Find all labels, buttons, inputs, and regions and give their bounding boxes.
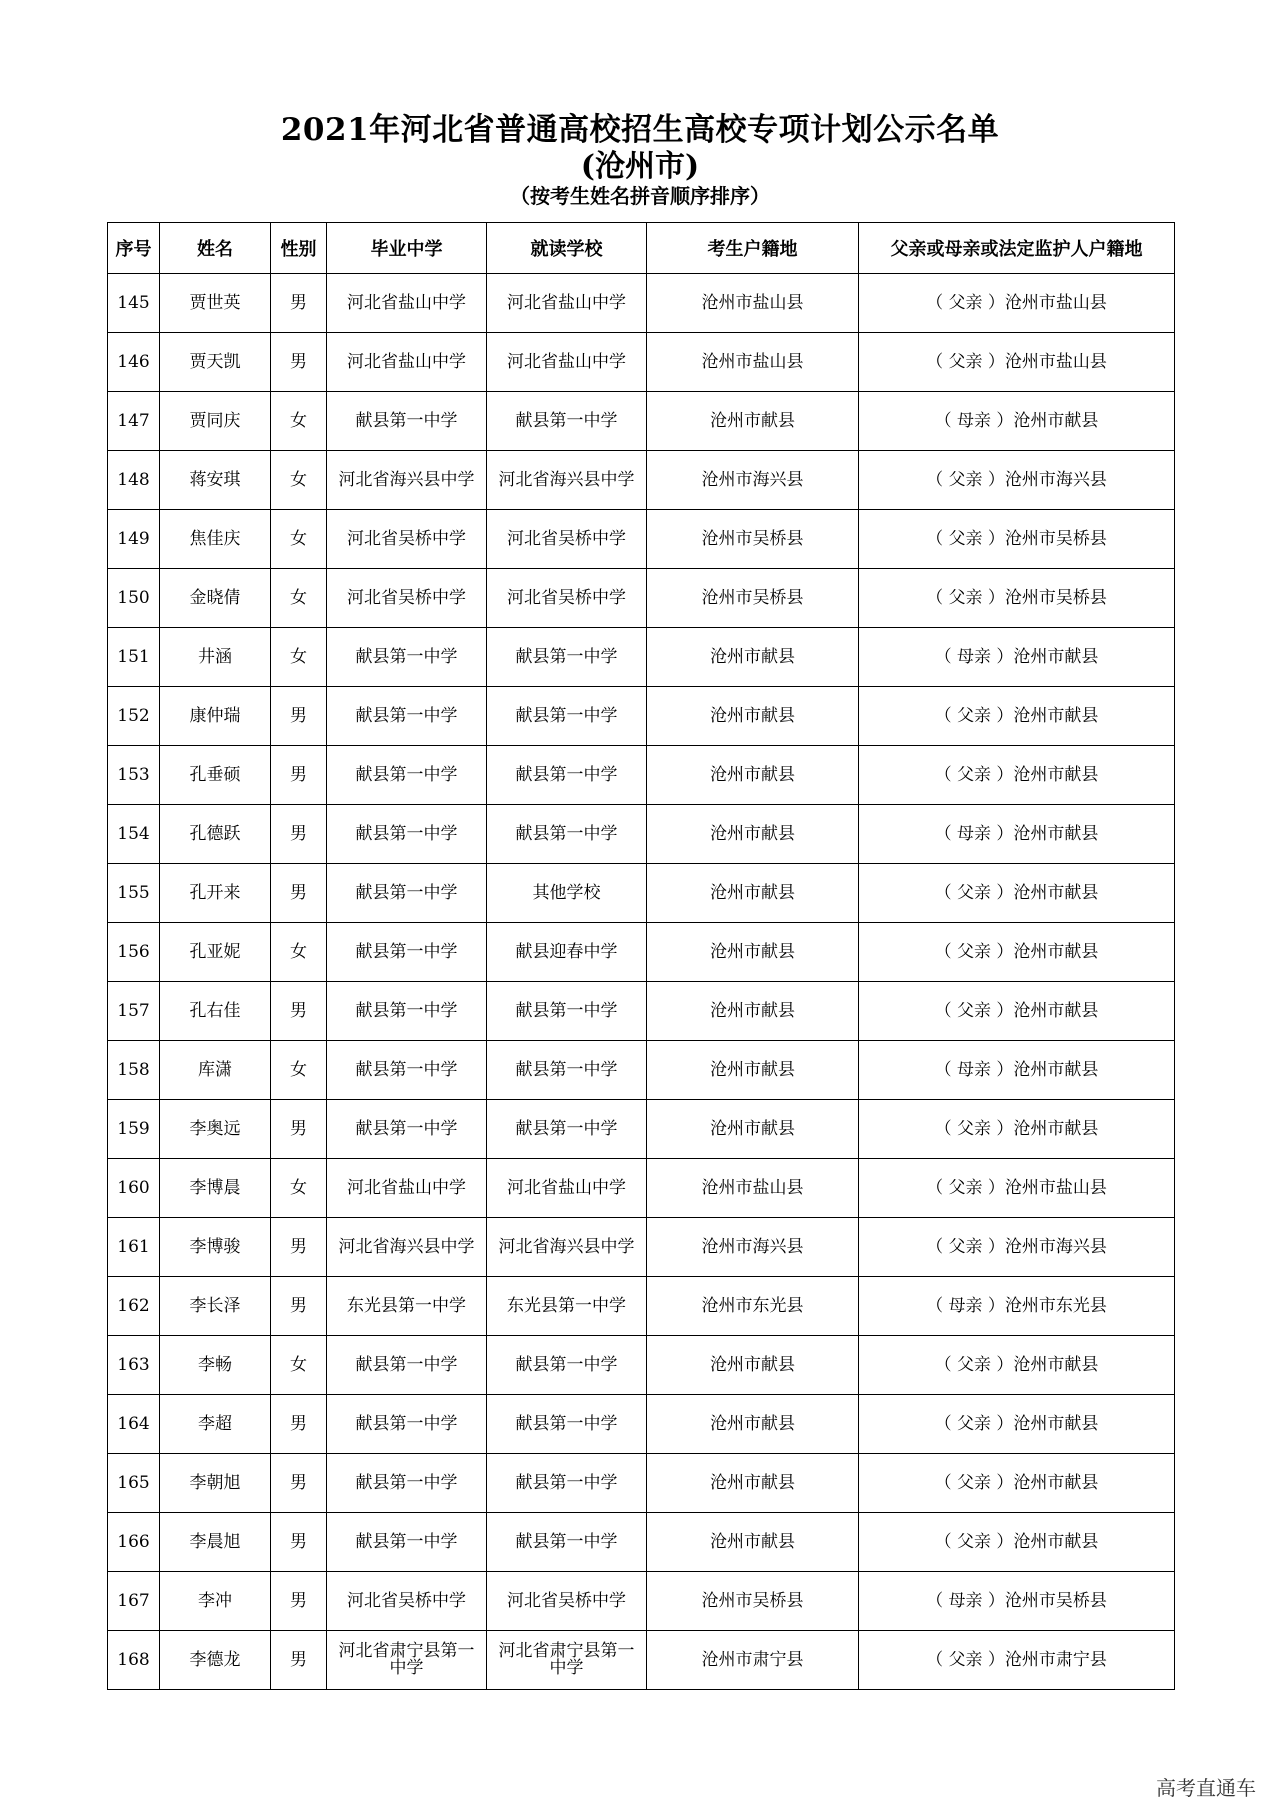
guardian-household-cell: （ 父亲 ）沧州市献县 (859, 746, 1175, 805)
row-number-cell: 157 (108, 982, 160, 1041)
column-header: 毕业中学 (327, 223, 487, 274)
guardian-household-cell: （ 父亲 ）沧州市盐山县 (859, 274, 1175, 333)
table-row (108, 982, 1175, 1041)
current-school-cell: 河北省肃宁县第一中学 (487, 1631, 647, 1690)
student-name-cell: 李朝旭 (160, 1454, 271, 1513)
guardian-household-cell: （ 母亲 ）沧州市献县 (859, 1041, 1175, 1100)
table-row (108, 510, 1175, 569)
guardian-household-cell: （ 父亲 ）沧州市献县 (859, 1395, 1175, 1454)
graduated-school-cell: 献县第一中学 (327, 628, 487, 687)
current-school-cell: 献县第一中学 (487, 805, 647, 864)
guardian-household-cell: （ 父亲 ）沧州市海兴县 (859, 451, 1175, 510)
table-row (108, 687, 1175, 746)
table-body (108, 274, 1175, 1690)
row-number-cell: 151 (108, 628, 160, 687)
row-number-cell: 147 (108, 392, 160, 451)
table-row (108, 1513, 1175, 1572)
student-household-cell: 沧州市东光县 (647, 1277, 859, 1336)
graduated-school-cell: 献县第一中学 (327, 1041, 487, 1100)
gender-cell: 女 (271, 451, 327, 510)
current-school-cell: 东光县第一中学 (487, 1277, 647, 1336)
gender-cell: 女 (271, 392, 327, 451)
gender-cell: 男 (271, 805, 327, 864)
gender-cell: 女 (271, 628, 327, 687)
student-name-cell: 孔开来 (160, 864, 271, 923)
guardian-household-cell: （ 母亲 ）沧州市东光县 (859, 1277, 1175, 1336)
student-name-cell: 贾世英 (160, 274, 271, 333)
row-number-cell: 158 (108, 1041, 160, 1100)
student-name-cell: 孔德跃 (160, 805, 271, 864)
table-row (108, 864, 1175, 923)
gender-cell: 女 (271, 510, 327, 569)
graduated-school-cell: 河北省吴桥中学 (327, 510, 487, 569)
graduated-school-cell: 献县第一中学 (327, 1336, 487, 1395)
row-number-cell: 167 (108, 1572, 160, 1631)
student-household-cell: 沧州市盐山县 (647, 333, 859, 392)
table-row (108, 1277, 1175, 1336)
row-number-cell: 161 (108, 1218, 160, 1277)
graduated-school-cell: 献县第一中学 (327, 1100, 487, 1159)
column-header: 父亲或母亲或法定监护人户籍地 (859, 223, 1175, 274)
gender-cell: 女 (271, 1336, 327, 1395)
student-household-cell: 沧州市吴桥县 (647, 1572, 859, 1631)
student-household-cell: 沧州市吴桥县 (647, 569, 859, 628)
page-subtitle: (沧州市) (580, 149, 700, 184)
column-header: 考生户籍地 (647, 223, 859, 274)
gender-cell: 女 (271, 1159, 327, 1218)
gender-cell: 男 (271, 982, 327, 1041)
table-row (108, 1218, 1175, 1277)
row-number-cell: 165 (108, 1454, 160, 1513)
row-number-cell: 145 (108, 274, 160, 333)
graduated-school-cell: 河北省盐山中学 (327, 333, 487, 392)
current-school-cell: 献县第一中学 (487, 392, 647, 451)
guardian-household-cell: （ 父亲 ）沧州市海兴县 (859, 1218, 1175, 1277)
table-row (108, 1454, 1175, 1513)
gender-cell: 男 (271, 1454, 327, 1513)
student-household-cell: 沧州市献县 (647, 1454, 859, 1513)
row-number-cell: 149 (108, 510, 160, 569)
current-school-cell: 献县第一中学 (487, 1513, 647, 1572)
table-row (108, 569, 1175, 628)
student-name-cell: 康仲瑞 (160, 687, 271, 746)
guardian-household-cell: （ 父亲 ）沧州市献县 (859, 1513, 1175, 1572)
row-number-cell: 156 (108, 923, 160, 982)
current-school-cell: 河北省海兴县中学 (487, 1218, 647, 1277)
table-row (108, 333, 1175, 392)
graduated-school-cell: 河北省海兴县中学 (327, 451, 487, 510)
student-name-cell: 李冲 (160, 1572, 271, 1631)
graduated-school-cell: 河北省吴桥中学 (327, 1572, 487, 1631)
graduated-school-cell: 献县第一中学 (327, 1395, 487, 1454)
gender-cell: 男 (271, 1218, 327, 1277)
student-household-cell: 沧州市献县 (647, 1336, 859, 1395)
gender-cell: 男 (271, 333, 327, 392)
current-school-cell: 河北省吴桥中学 (487, 510, 647, 569)
student-household-cell: 沧州市献县 (647, 864, 859, 923)
current-school-cell: 河北省吴桥中学 (487, 1572, 647, 1631)
table-row (108, 1395, 1175, 1454)
student-name-cell: 李畅 (160, 1336, 271, 1395)
row-number-cell: 152 (108, 687, 160, 746)
guardian-household-cell: （ 父亲 ）沧州市肃宁县 (859, 1631, 1175, 1690)
current-school-cell: 河北省海兴县中学 (487, 451, 647, 510)
graduated-school-cell: 献县第一中学 (327, 982, 487, 1041)
student-name-cell: 李超 (160, 1395, 271, 1454)
student-name-cell: 李博骏 (160, 1218, 271, 1277)
guardian-household-cell: （ 父亲 ）沧州市盐山县 (859, 333, 1175, 392)
column-header: 性别 (271, 223, 327, 274)
gender-cell: 男 (271, 864, 327, 923)
graduated-school-cell: 献县第一中学 (327, 805, 487, 864)
table-row (108, 805, 1175, 864)
student-household-cell: 沧州市盐山县 (647, 1159, 859, 1218)
student-name-cell: 李博晨 (160, 1159, 271, 1218)
graduated-school-cell: 河北省盐山中学 (327, 274, 487, 333)
row-number-cell: 164 (108, 1395, 160, 1454)
student-name-cell: 贾同庆 (160, 392, 271, 451)
guardian-household-cell: （ 母亲 ）沧州市献县 (859, 628, 1175, 687)
current-school-cell: 献县第一中学 (487, 1395, 647, 1454)
gender-cell: 男 (271, 1277, 327, 1336)
current-school-cell: 河北省盐山中学 (487, 274, 647, 333)
current-school-cell: 献县第一中学 (487, 1041, 647, 1100)
guardian-household-cell: （ 父亲 ）沧州市献县 (859, 1336, 1175, 1395)
graduated-school-cell: 河北省肃宁县第一中学 (327, 1631, 487, 1690)
table-row (108, 1336, 1175, 1395)
student-household-cell: 沧州市献县 (647, 1100, 859, 1159)
guardian-household-cell: （ 母亲 ）沧州市献县 (859, 805, 1175, 864)
guardian-household-cell: （ 父亲 ）沧州市献县 (859, 1100, 1175, 1159)
guardian-household-cell: （ 父亲 ）沧州市献县 (859, 687, 1175, 746)
table-header-row (108, 223, 1175, 274)
graduated-school-cell: 献县第一中学 (327, 746, 487, 805)
gender-cell: 男 (271, 1395, 327, 1454)
student-name-cell: 李晨旭 (160, 1513, 271, 1572)
guardian-household-cell: （ 父亲 ）沧州市献县 (859, 923, 1175, 982)
current-school-cell: 河北省盐山中学 (487, 1159, 647, 1218)
graduated-school-cell: 东光县第一中学 (327, 1277, 487, 1336)
graduated-school-cell: 献县第一中学 (327, 864, 487, 923)
table-row (108, 274, 1175, 333)
guardian-household-cell: （ 母亲 ）沧州市献县 (859, 392, 1175, 451)
graduated-school-cell: 献县第一中学 (327, 687, 487, 746)
guardian-household-cell: （ 父亲 ）沧州市盐山县 (859, 1159, 1175, 1218)
gender-cell: 女 (271, 1041, 327, 1100)
student-name-cell: 库潇 (160, 1041, 271, 1100)
student-name-cell: 井涵 (160, 628, 271, 687)
table-row (108, 923, 1175, 982)
column-header: 就读学校 (487, 223, 647, 274)
column-header: 序号 (108, 223, 160, 274)
student-household-cell: 沧州市献县 (647, 982, 859, 1041)
graduated-school-cell: 河北省吴桥中学 (327, 569, 487, 628)
student-name-cell: 孔垂硕 (160, 746, 271, 805)
guardian-household-cell: （ 父亲 ）沧州市吴桥县 (859, 510, 1175, 569)
gender-cell: 男 (271, 1572, 327, 1631)
row-number-cell: 154 (108, 805, 160, 864)
current-school-cell: 河北省盐山中学 (487, 333, 647, 392)
student-household-cell: 沧州市献县 (647, 628, 859, 687)
graduated-school-cell: 献县第一中学 (327, 392, 487, 451)
row-number-cell: 163 (108, 1336, 160, 1395)
current-school-cell: 献县第一中学 (487, 628, 647, 687)
table-row (108, 392, 1175, 451)
gender-cell: 男 (271, 687, 327, 746)
current-school-cell: 献县第一中学 (487, 1100, 647, 1159)
current-school-cell: 献县第一中学 (487, 1454, 647, 1513)
student-household-cell: 沧州市献县 (647, 392, 859, 451)
student-name-cell: 蒋安琪 (160, 451, 271, 510)
guardian-household-cell: （ 父亲 ）沧州市献县 (859, 1454, 1175, 1513)
table-row (108, 451, 1175, 510)
gender-cell: 男 (271, 1631, 327, 1690)
gender-cell: 女 (271, 923, 327, 982)
student-household-cell: 沧州市盐山县 (647, 274, 859, 333)
table-row (108, 746, 1175, 805)
sort-note: （按考生姓名拼音顺序排序） (510, 184, 770, 208)
table-row (108, 1100, 1175, 1159)
graduated-school-cell: 河北省盐山中学 (327, 1159, 487, 1218)
student-household-cell: 沧州市献县 (647, 805, 859, 864)
table-row (108, 1041, 1175, 1100)
gender-cell: 男 (271, 1100, 327, 1159)
current-school-cell: 献县迎春中学 (487, 923, 647, 982)
row-number-cell: 159 (108, 1100, 160, 1159)
student-name-cell: 李长泽 (160, 1277, 271, 1336)
student-name-cell: 焦佳庆 (160, 510, 271, 569)
table-row (108, 1631, 1175, 1690)
student-household-cell: 沧州市献县 (647, 687, 859, 746)
row-number-cell: 166 (108, 1513, 160, 1572)
current-school-cell: 其他学校 (487, 864, 647, 923)
student-household-cell: 沧州市海兴县 (647, 1218, 859, 1277)
guardian-household-cell: （ 母亲 ）沧州市吴桥县 (859, 1572, 1175, 1631)
watermark-text: 高考直通车 (1156, 1776, 1256, 1800)
student-household-cell: 沧州市献县 (647, 1395, 859, 1454)
roster-table (107, 222, 1175, 1690)
current-school-cell: 河北省吴桥中学 (487, 569, 647, 628)
guardian-household-cell: （ 父亲 ）沧州市吴桥县 (859, 569, 1175, 628)
student-household-cell: 沧州市献县 (647, 1513, 859, 1572)
graduated-school-cell: 献县第一中学 (327, 1513, 487, 1572)
student-household-cell: 沧州市吴桥县 (647, 510, 859, 569)
student-name-cell: 贾天凯 (160, 333, 271, 392)
student-name-cell: 李德龙 (160, 1631, 271, 1690)
graduated-school-cell: 献县第一中学 (327, 923, 487, 982)
student-household-cell: 沧州市献县 (647, 746, 859, 805)
current-school-cell: 献县第一中学 (487, 982, 647, 1041)
row-number-cell: 150 (108, 569, 160, 628)
guardian-household-cell: （ 父亲 ）沧州市献县 (859, 982, 1175, 1041)
row-number-cell: 148 (108, 451, 160, 510)
student-name-cell: 孔右佳 (160, 982, 271, 1041)
row-number-cell: 155 (108, 864, 160, 923)
gender-cell: 女 (271, 569, 327, 628)
student-household-cell: 沧州市献县 (647, 923, 859, 982)
row-number-cell: 162 (108, 1277, 160, 1336)
table-row (108, 1159, 1175, 1218)
student-household-cell: 沧州市献县 (647, 1041, 859, 1100)
student-name-cell: 孔亚妮 (160, 923, 271, 982)
student-household-cell: 沧州市海兴县 (647, 451, 859, 510)
current-school-cell: 献县第一中学 (487, 746, 647, 805)
graduated-school-cell: 献县第一中学 (327, 1454, 487, 1513)
student-name-cell: 李奥远 (160, 1100, 271, 1159)
row-number-cell: 168 (108, 1631, 160, 1690)
row-number-cell: 153 (108, 746, 160, 805)
current-school-cell: 献县第一中学 (487, 687, 647, 746)
graduated-school-cell: 河北省海兴县中学 (327, 1218, 487, 1277)
column-header: 姓名 (160, 223, 271, 274)
current-school-cell: 献县第一中学 (487, 1336, 647, 1395)
gender-cell: 男 (271, 274, 327, 333)
table-row (108, 1572, 1175, 1631)
gender-cell: 男 (271, 1513, 327, 1572)
row-number-cell: 146 (108, 333, 160, 392)
table-row (108, 628, 1175, 687)
row-number-cell: 160 (108, 1159, 160, 1218)
student-household-cell: 沧州市肃宁县 (647, 1631, 859, 1690)
guardian-household-cell: （ 父亲 ）沧州市献县 (859, 864, 1175, 923)
student-name-cell: 金晓倩 (160, 569, 271, 628)
page-title: 2021年河北省普通高校招生高校专项计划公示名单 (280, 112, 1000, 148)
gender-cell: 男 (271, 746, 327, 805)
